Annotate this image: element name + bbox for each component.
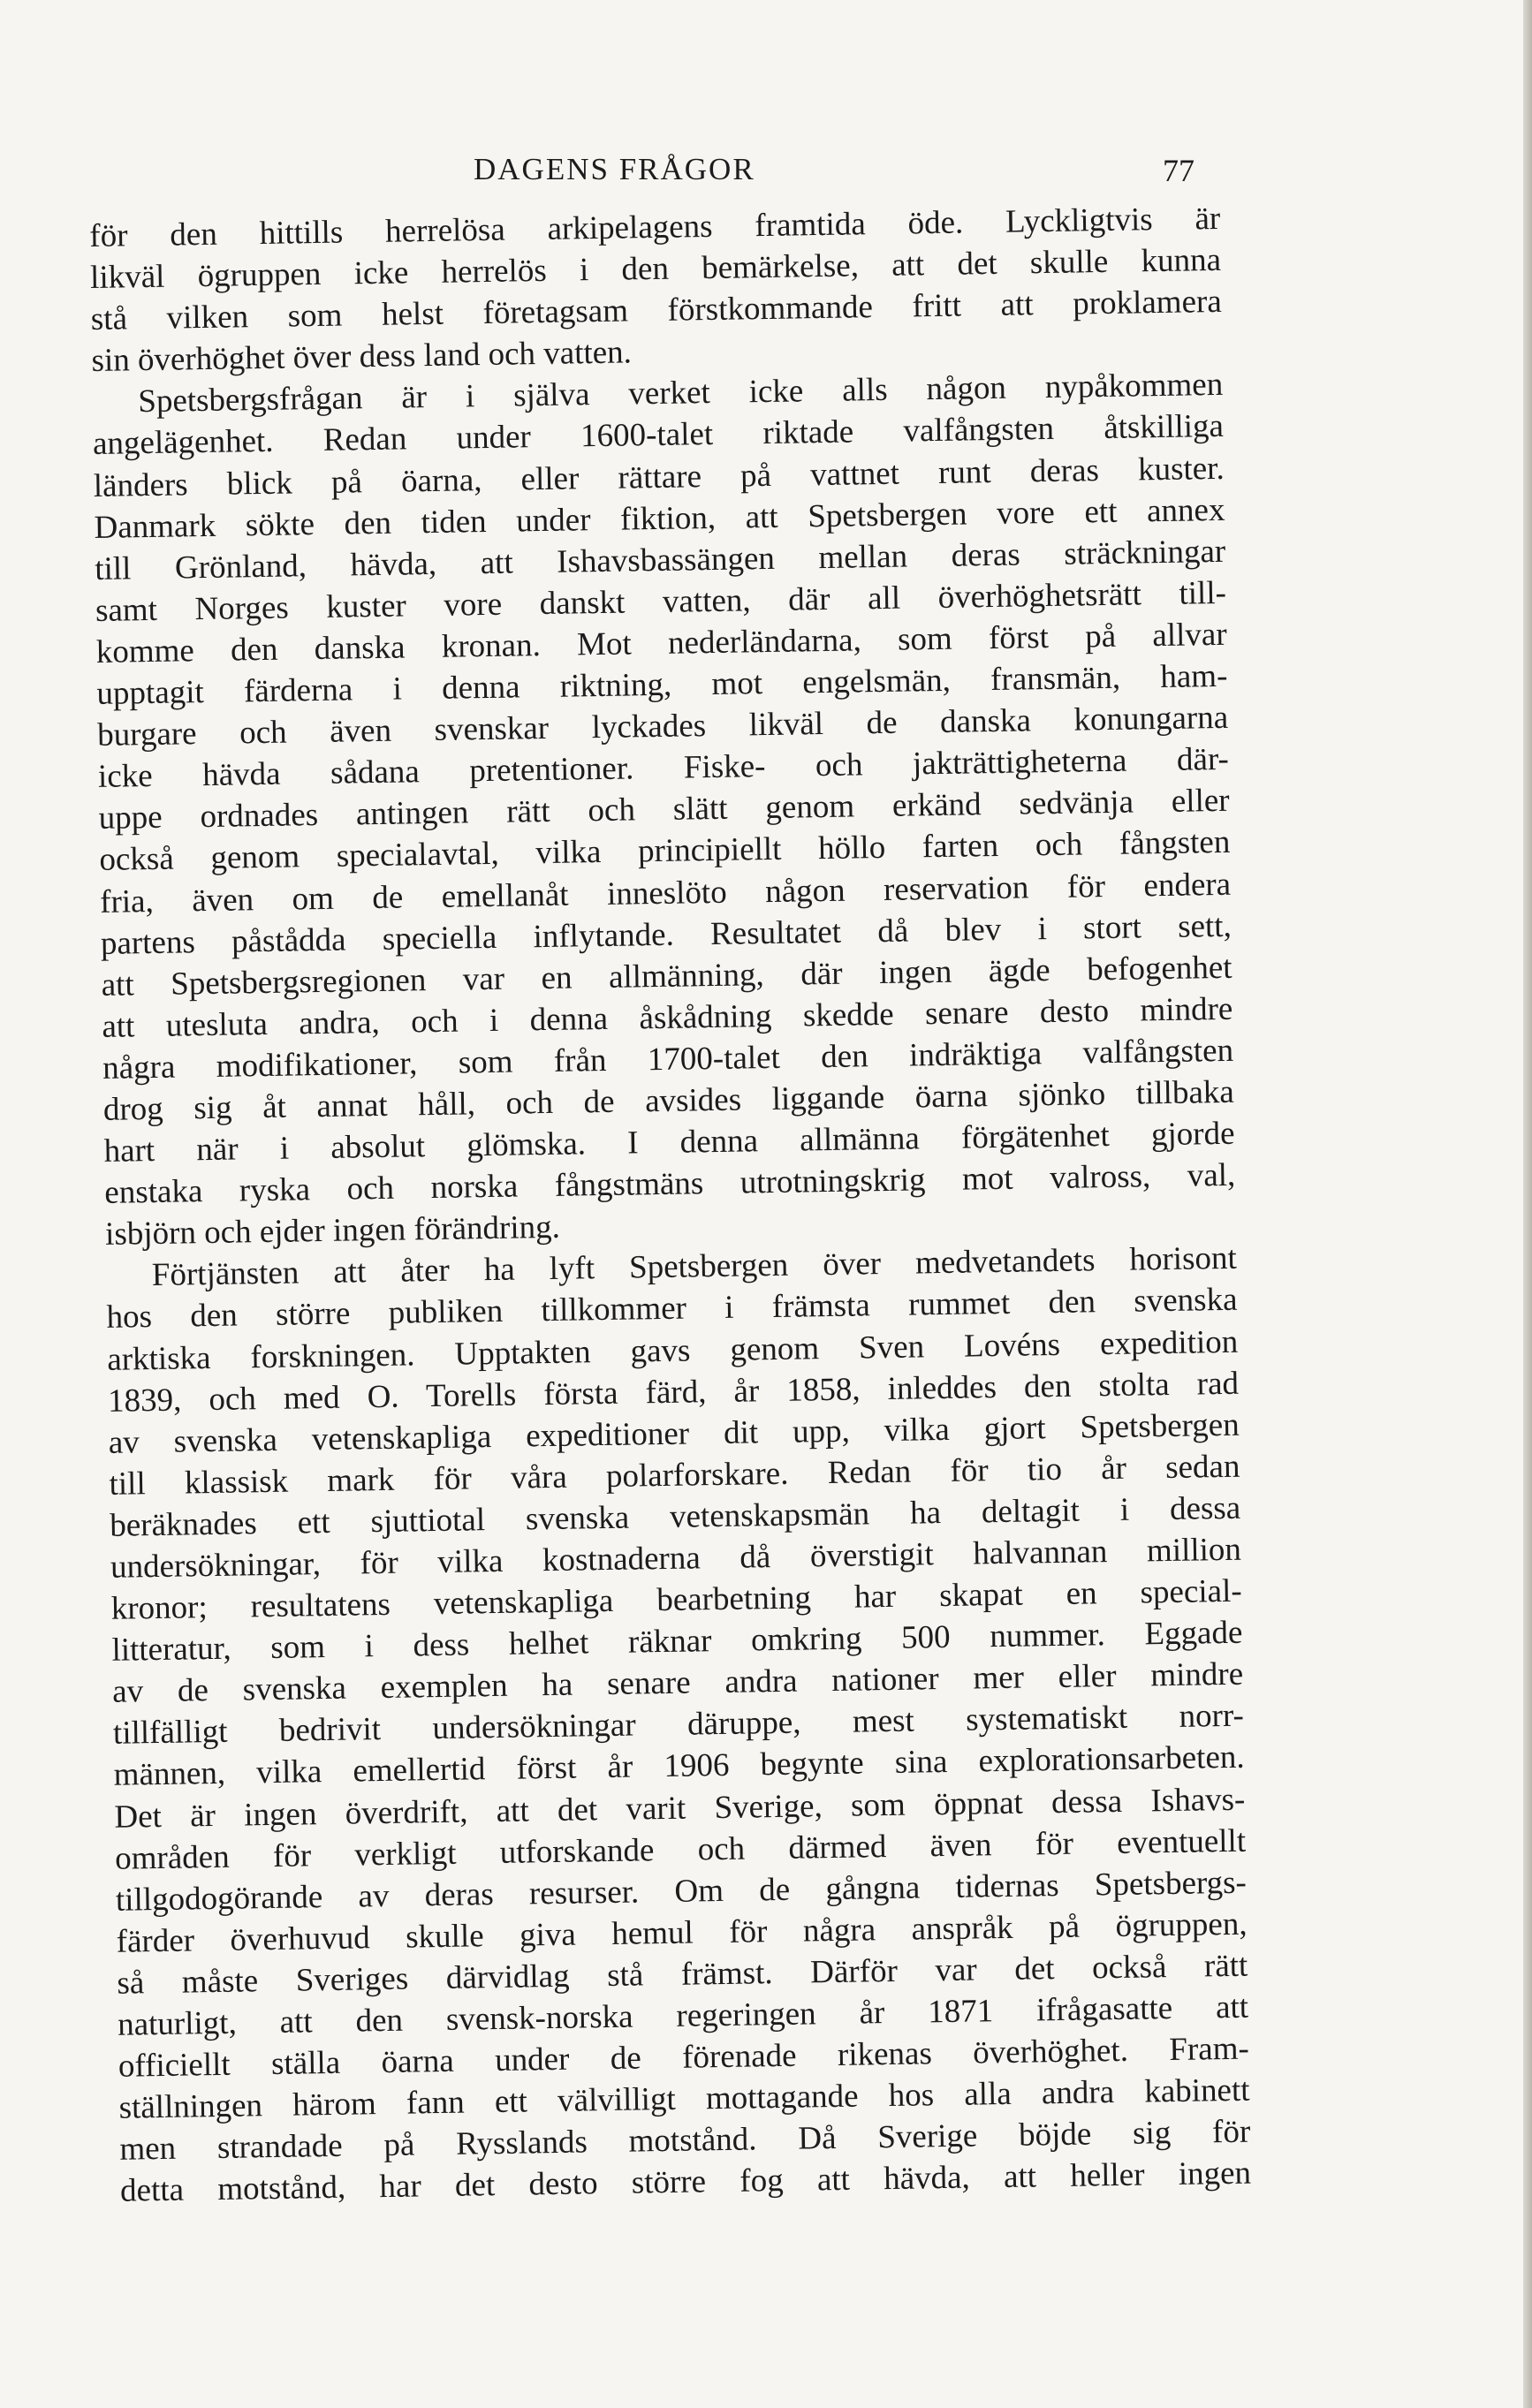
text-line: sin överhöghet över dess land och vatten. xyxy=(91,334,633,380)
text-line: Danmark sökte den tiden under fiktion, att Spetsbergen vore ett annex xyxy=(94,491,1225,546)
text-line: länders blick på öarna, eller rättare på vattnet runt deras kuster. xyxy=(93,450,1225,504)
text-line: av de svenska exemplen ha senare andra nationer mer eller mindre xyxy=(111,1655,1244,1711)
text-line: Förtjänsten att åter ha lyft Spetsbergen över medvetandets horisont xyxy=(151,1240,1238,1294)
page-header xyxy=(0,152,1532,196)
text-line: Spetsbergsfrågan är i själva verket icke alls någon nypåkommen xyxy=(137,367,1224,420)
text-line: likväl ögruppen icke herrelös i den bemärkelse, att det skulle kunna xyxy=(89,241,1222,297)
page-number: 77 xyxy=(1163,153,1195,188)
text-line: samt Norges kuster vore danskt vatten, där all överhöghetsrätt till- xyxy=(95,574,1227,629)
text-line: 1839, och med O. Torells första färd, år 1858, inleddes den stolta rad xyxy=(107,1365,1240,1420)
text-line: så måste Sveriges därvidlag stå främst. Därför var det också rätt xyxy=(117,1947,1248,2002)
text-line: tillfälligt bedrivit undersökningar däruppe, mest systematiskt norr- xyxy=(112,1698,1245,1753)
text-line: arktiska forskningen. Upptakten gavs genom Sven Lovéns expedition xyxy=(107,1323,1239,1378)
text-line: för den hittills herrelösa arkipelagens framtida öde. Lyckligtvis är xyxy=(89,200,1221,254)
running-title: DAGENS FRÅGOR xyxy=(474,152,755,186)
text-line: drog sig åt annat håll, och de avsides liggande öarna sjönko tillbaka xyxy=(102,1073,1235,1128)
text-line: männen, vilka emellertid först år 1906 begynte sina explorationsarbeten. xyxy=(113,1739,1245,1794)
text-line: Det är ingen överdrift, att det varit Sverige, som öppnat dessa Ishavs- xyxy=(114,1781,1246,1836)
text-line: enstaka ryska och norska fångstmäns utrotningskrig mot valross, val, xyxy=(104,1156,1236,1212)
text-line: partens påstådda speciella inflytande. Resultatet då blev i stort sett, xyxy=(100,907,1232,962)
text-line: beräknades ett sjuttiotal svenska vetenskapsmän ha deltagit i dessa xyxy=(109,1489,1241,1544)
text-line: några modifikationer, som från 1700-talet den indräktiga valfångsten xyxy=(102,1032,1234,1087)
text-line: undersökningar, för vilka kostnaderna då överstigit halvannan million xyxy=(110,1531,1242,1586)
text-line: stå vilken som helst företagsam förstkommande fritt att proklamera xyxy=(90,284,1223,338)
page-edge xyxy=(1523,0,1532,2408)
text-line: burgare och även svenskar lyckades likväl de danska konungarna xyxy=(96,699,1229,754)
text-line: områden för verkligt utforskande och därmed även för eventuellt xyxy=(114,1822,1247,1877)
text-line: uppe ordnades antingen rätt och slätt genom erkänd sedvänja eller xyxy=(98,783,1230,837)
text-line: att utesluta andra, och i denna åskådning skedde senare desto mindre xyxy=(102,990,1233,1045)
text-line: till klassisk mark för våra polarforskare. Redan för tio år sedan xyxy=(109,1448,1240,1503)
text-line: naturligt, att den svensk-norska regeringen år 1871 ifrågasatte att xyxy=(117,1988,1249,2043)
text-line: hos den större publiken tillkommer i främsta rummet den svenska xyxy=(106,1282,1238,1337)
text-line: officiellt ställa öarna under de förenade rikenas överhöghet. Fram- xyxy=(118,2030,1250,2085)
text-line: kronor; resultatens vetenskapliga bearbetning har skapat en special- xyxy=(110,1572,1242,1627)
body-text xyxy=(89,198,1251,2212)
text-line: tillgodogörande av deras resurser. Om de gångna tidernas Spetsbergs- xyxy=(115,1864,1248,1919)
text-line: men strandade på Rysslands motstånd. Då Sverige böjde sig för xyxy=(119,2113,1251,2169)
text-line: hart när i absolut glömska. I denna allmänna förgätenhet gjorde xyxy=(103,1115,1235,1170)
text-line: detta motstånd, har det desto större fog att hävda, att heller ingen xyxy=(119,2155,1252,2210)
text-line: också genom specialavtal, vilka principiellt höllo farten och fångsten xyxy=(99,824,1231,879)
text-line: litteratur, som i dess helhet räknar omkring 500 nummer. Eggade xyxy=(111,1614,1243,1669)
text-line: komme den danska kronan. Mot nederländarna, som först på allvar xyxy=(95,616,1227,670)
text-line: till Grönland, hävda, att Ishavsbassängen mellan deras sträckningar xyxy=(94,533,1226,587)
text-line: ställningen härom fann ett välvilligt mottagande hos alla andra kabinett xyxy=(118,2071,1250,2126)
text-line: angelägenhet. Redan under 1600-talet riktade valfångsten åtskilliga xyxy=(92,408,1225,463)
text-line: färder överhuvud skulle giva hemul för några anspråk på ögruppen, xyxy=(116,1905,1248,1960)
text-line: icke hävda sådana pretentioner. Fiske- och jakträttigheterna där- xyxy=(97,741,1230,796)
text-line: isbjörn och ejder ingen förändring. xyxy=(104,1209,561,1253)
text-line: fria, även om de emellanåt inneslöto någon reservation för endera xyxy=(99,866,1232,920)
text-line: att Spetsbergsregionen var en allmänning, där ingen ägde befogenhet xyxy=(101,949,1232,1003)
text-line: upptagit färderna i denna riktning, mot engelsmän, fransmän, ham- xyxy=(96,657,1228,712)
text-line: av svenska vetenskapliga expeditioner dit upp, vilka gjort Spetsbergen xyxy=(108,1406,1240,1461)
